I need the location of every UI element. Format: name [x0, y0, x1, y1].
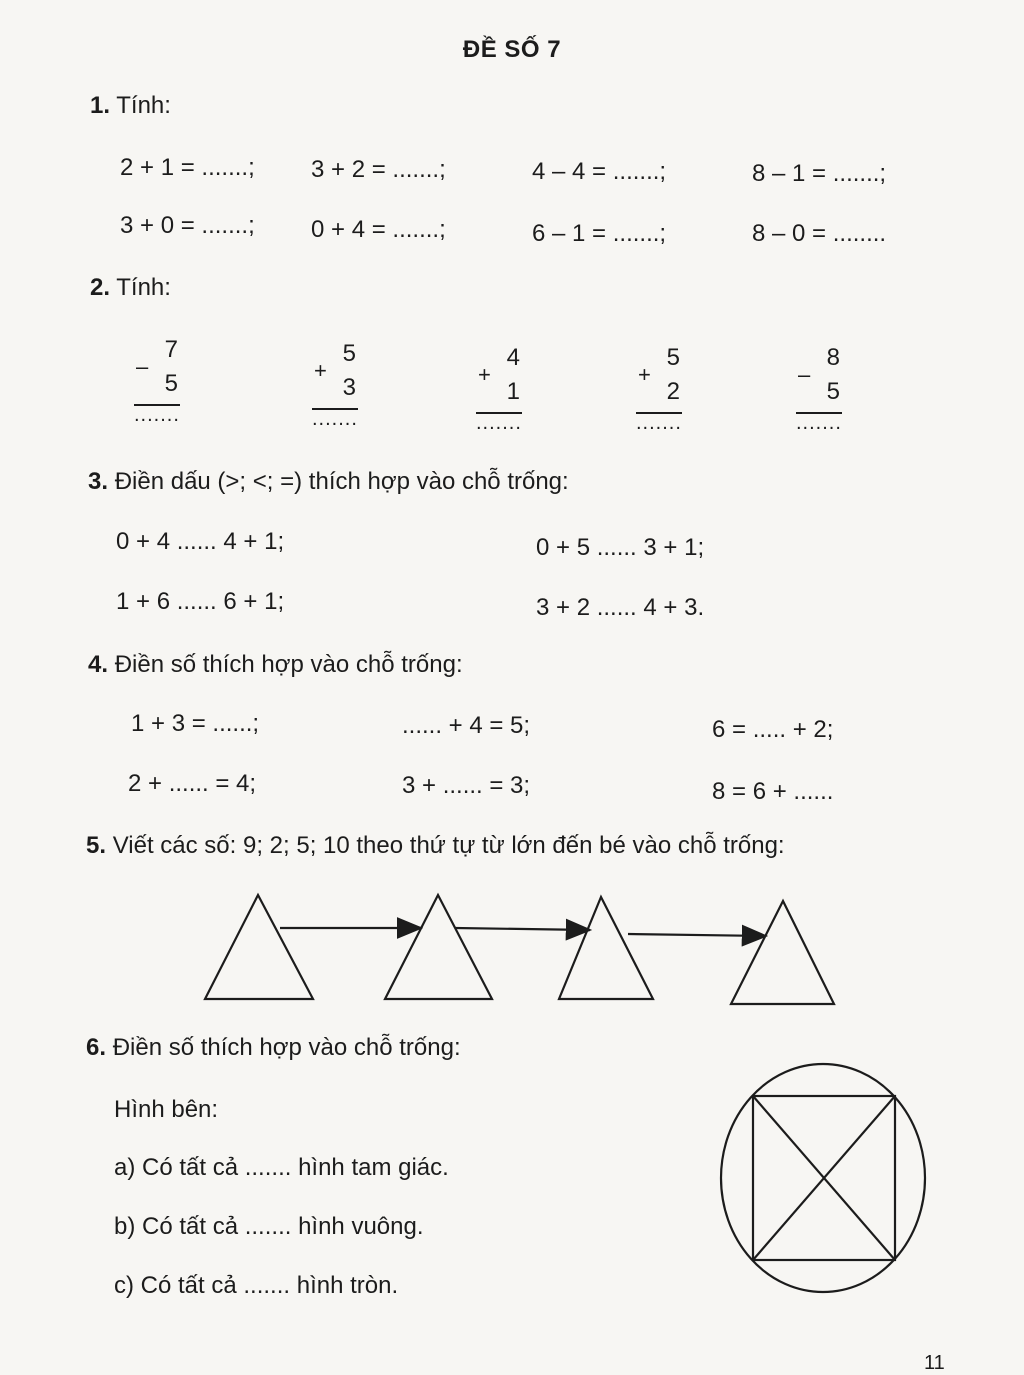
operator: +	[314, 358, 327, 383]
question-label: Điền dấu (>; <; =) thích hợp vào chỗ trống:	[114, 468, 569, 495]
q1-item: 3 + 0 = .......;	[120, 212, 255, 239]
operand-top: 5	[342, 340, 356, 367]
operand-bottom: 3	[342, 374, 356, 401]
operand-bottom: 5	[164, 370, 178, 397]
question-3-heading	[88, 468, 569, 496]
question-label: Tính:	[116, 274, 171, 301]
question-2-heading	[90, 274, 171, 302]
answer-line-c: c) Có tất cả ....... hình tròn.	[114, 1272, 399, 1299]
page-number: 11	[924, 1352, 945, 1374]
operator: +	[478, 362, 491, 387]
answer-blank: .......	[134, 404, 180, 426]
figure-intro: Hình bên:	[114, 1096, 219, 1123]
question-number: 3.	[88, 468, 109, 495]
answer-line-b: b) Có tất cả ....... hình vuông.	[114, 1213, 424, 1240]
question-4-heading	[88, 651, 463, 679]
operand-top: 4	[506, 344, 520, 371]
operand-top: 7	[164, 336, 178, 363]
q1-item: 3 + 2 = .......;	[311, 156, 446, 183]
question-number: 5.	[86, 832, 107, 859]
question-label: Tính:	[116, 92, 171, 119]
question-5-heading	[86, 832, 785, 860]
q1-item: 0 + 4 = .......;	[311, 216, 446, 243]
fill-item: 8 = 6 + ......	[712, 778, 834, 805]
q1-item: 2 + 1 = .......;	[120, 154, 255, 181]
operand-bottom: 5	[826, 378, 840, 405]
fill-item: 3 + ...... = 3;	[402, 772, 531, 799]
question-label: Điền số thích hợp vào chỗ trống:	[114, 651, 463, 678]
arrow	[455, 928, 590, 930]
question-1-heading	[90, 92, 171, 120]
comparison-item: 3 + 2 ...... 4 + 3.	[536, 594, 705, 621]
fill-item: ...... + 4 = 5;	[402, 712, 531, 739]
answer-blank: .......	[636, 412, 682, 434]
fill-item: 6 = ..... + 2;	[712, 716, 834, 743]
question-number: 2.	[90, 274, 111, 301]
operator: +	[638, 362, 651, 387]
question-number: 1.	[90, 92, 111, 119]
comparison-item: 0 + 5 ...... 3 + 1;	[536, 534, 705, 561]
answer-blank: .......	[476, 412, 522, 434]
arrow	[628, 934, 766, 936]
q1-item: 8 – 0 = ........	[752, 220, 887, 247]
q1-item: 4 – 4 = .......;	[532, 158, 667, 185]
fill-item: 1 + 3 = ......;	[131, 710, 260, 737]
operand-bottom: 2	[666, 378, 680, 405]
page-title: ĐỀ SỐ 7	[462, 36, 562, 63]
q1-item: 6 – 1 = .......;	[532, 220, 667, 247]
operand-bottom: 1	[506, 378, 520, 405]
question-number: 4.	[88, 651, 109, 678]
triangle-blank	[559, 897, 653, 999]
operator: –	[798, 362, 811, 387]
triangle-blank	[385, 895, 492, 999]
operand-top: 8	[826, 344, 840, 371]
triangle-blank	[731, 901, 834, 1004]
question-6-heading	[86, 1034, 461, 1062]
circle-square-figure	[716, 1056, 936, 1306]
answer-blank: .......	[312, 408, 358, 430]
triangle-blank	[205, 895, 313, 999]
operand-top: 5	[666, 344, 680, 371]
operator: –	[136, 354, 149, 379]
answer-blank: .......	[796, 412, 842, 434]
q1-item: 8 – 1 = .......;	[752, 160, 887, 187]
comparison-item: 1 + 6 ...... 6 + 1;	[116, 588, 285, 615]
comparison-item: 0 + 4 ...... 4 + 1;	[116, 528, 285, 555]
answer-line-a: a) Có tất cả ....... hình tam giác.	[114, 1154, 449, 1181]
triangle-chain-diagram	[0, 880, 1024, 1020]
question-label: Viết các số: 9; 2; 5; 10 theo thứ tự từ lớn đến bé vào chỗ trống:	[112, 832, 785, 859]
question-number: 6.	[86, 1034, 107, 1061]
question-label: Điền số thích hợp vào chỗ trống:	[112, 1034, 461, 1061]
fill-item: 2 + ...... = 4;	[128, 770, 257, 797]
